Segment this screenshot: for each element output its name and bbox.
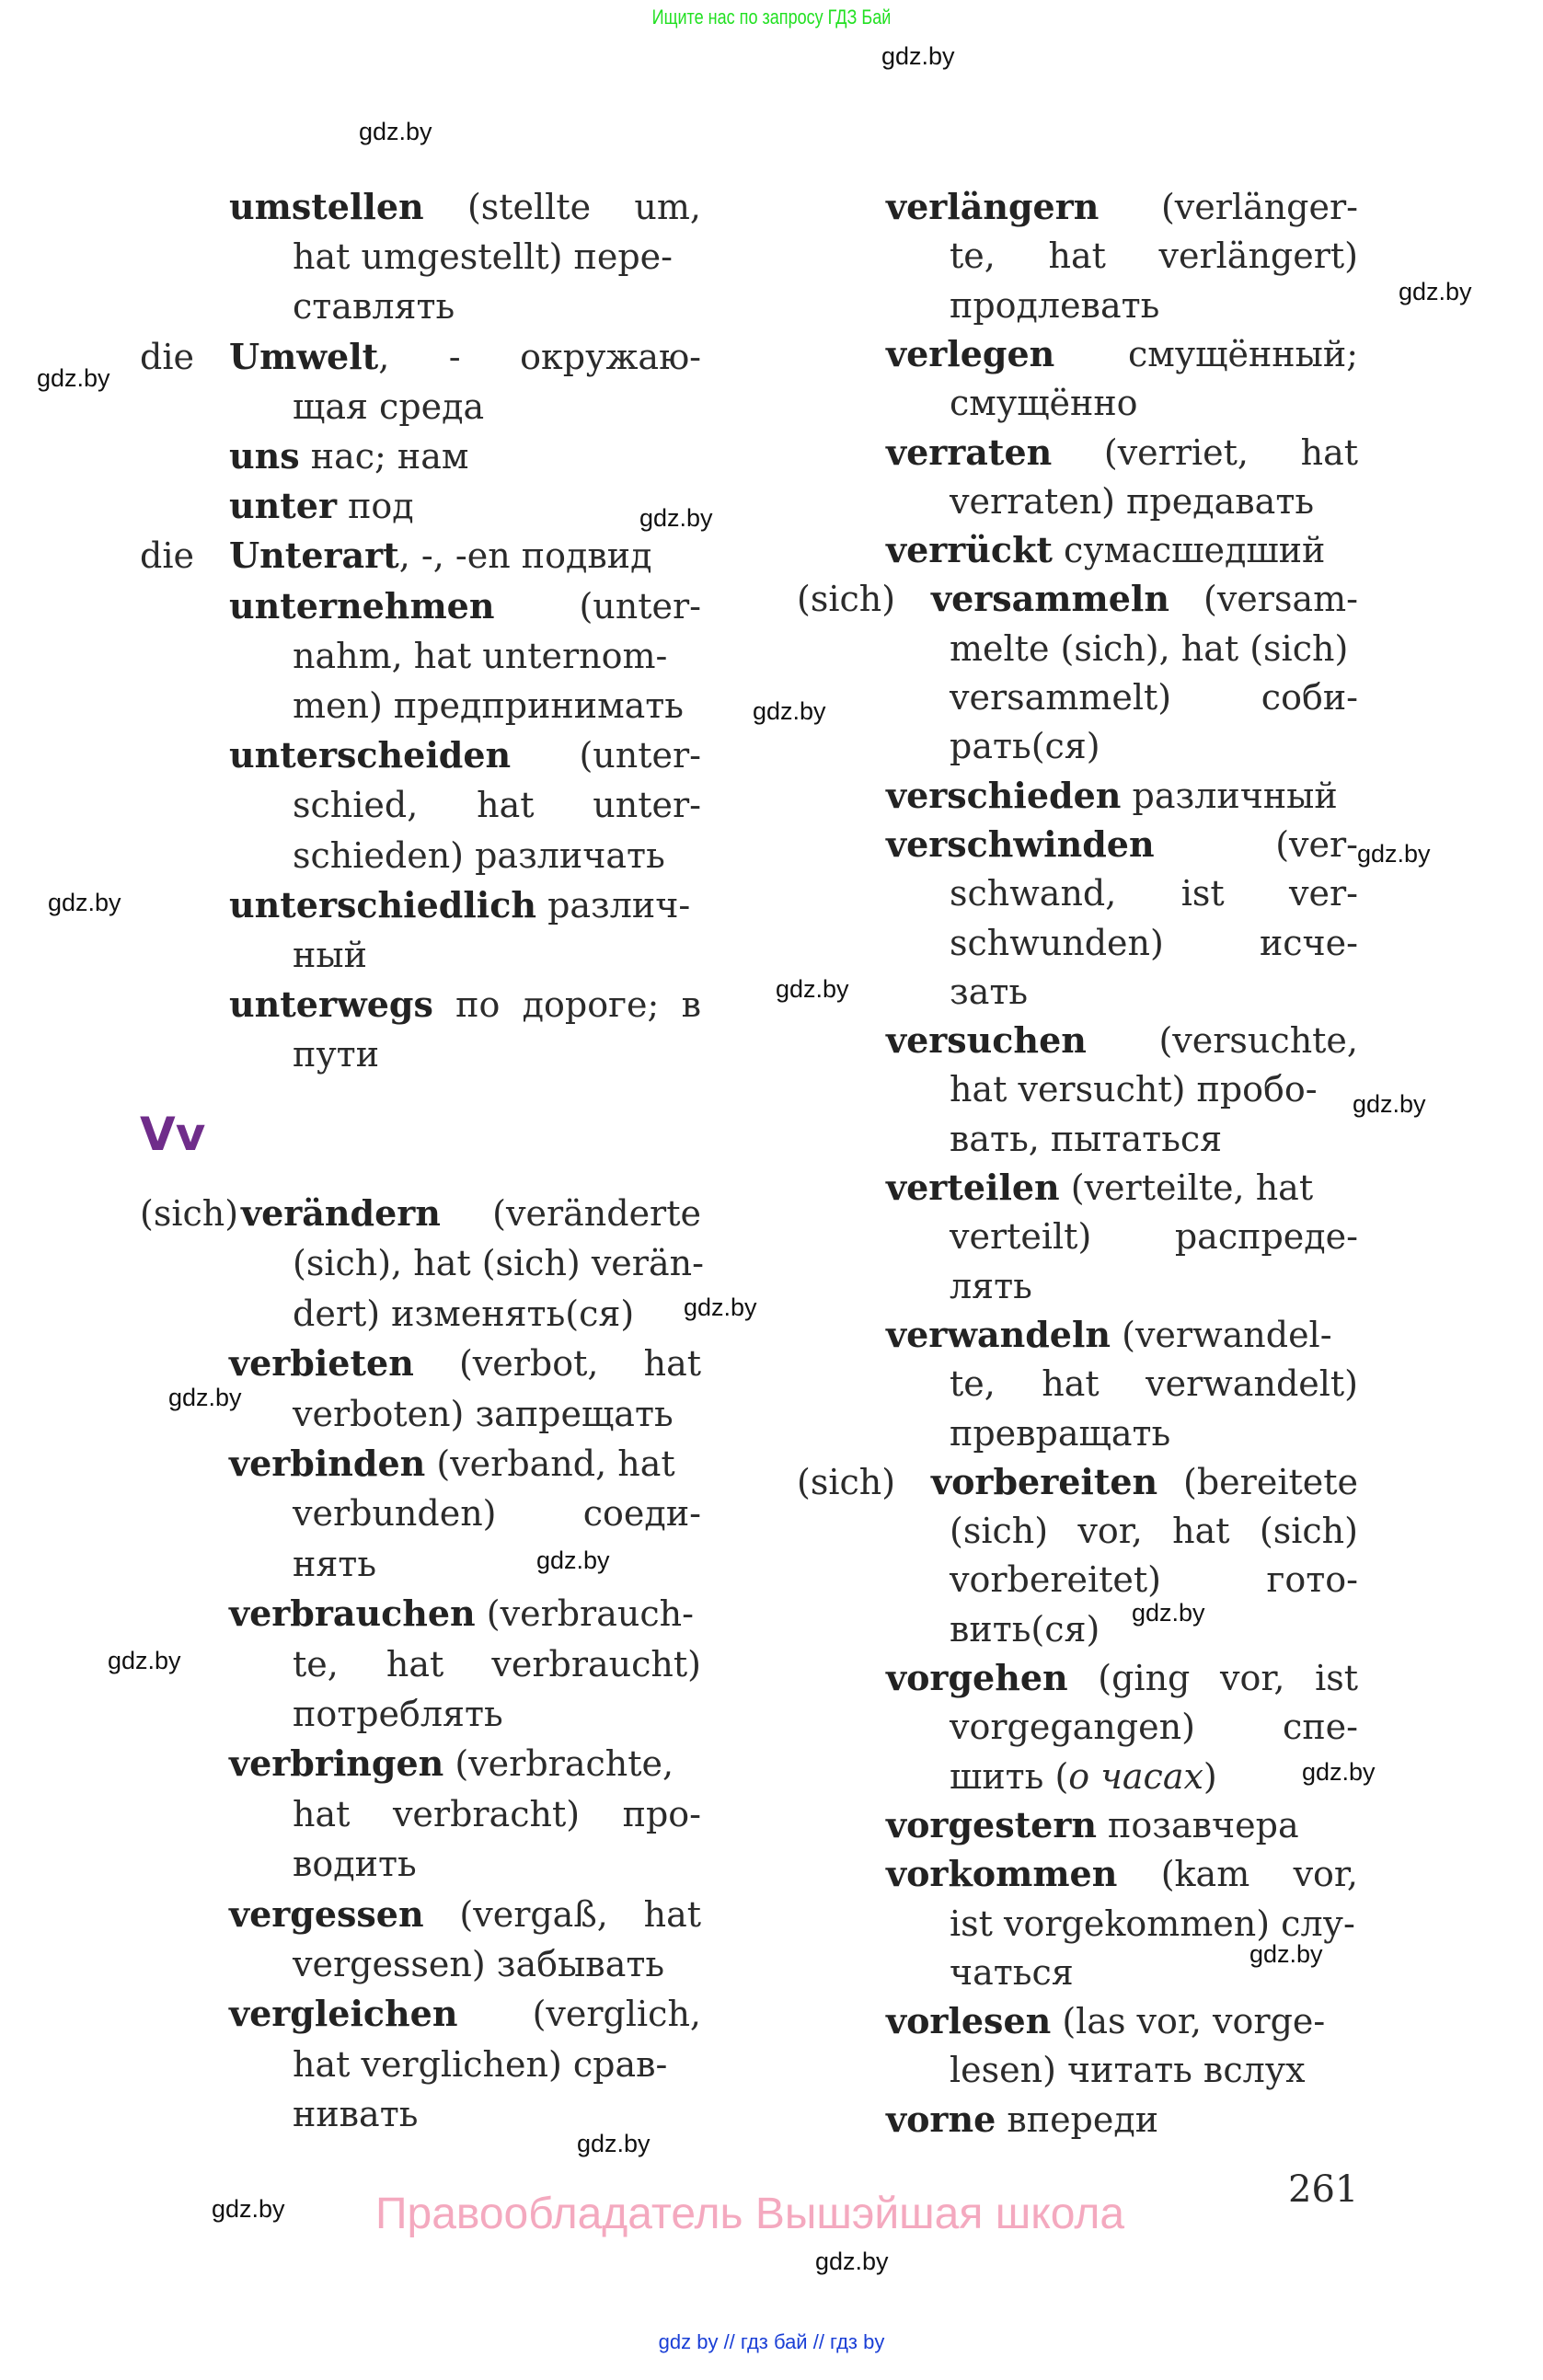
definition-text: (ging vor, ist <box>1067 1658 1358 1698</box>
headword: versammeln <box>931 578 1169 620</box>
definition-text: (stellte um, <box>423 187 701 227</box>
dictionary-entry-continuation <box>950 1412 1171 1454</box>
headword: verschwinden <box>886 822 1155 865</box>
definition-text: различ- <box>535 884 691 926</box>
definition-text: (veränderte <box>440 1193 701 1234</box>
definition-text: melte (sich), hat (sich) <box>950 627 1349 669</box>
dictionary-entry-headline <box>886 529 1326 571</box>
definition-text: (verwandel- <box>1111 1314 1332 1355</box>
definition-text: (sich), hat (sich) verän- <box>293 1243 704 1284</box>
definition-text: смущённо <box>950 383 1138 424</box>
watermark-text: gdz.by <box>1132 1599 1205 1627</box>
definition-text: впереди <box>996 2098 1159 2140</box>
definition-text: (unter- <box>494 585 701 627</box>
watermark-text: gdz.by <box>359 118 432 145</box>
headword: verraten <box>886 431 1053 473</box>
headword: vorlesen <box>886 2000 1052 2042</box>
definition-text: te, hat verbraucht) <box>293 1643 701 1684</box>
definition-text: вать, пытаться <box>950 1118 1223 1159</box>
definition-text: (verband, hat <box>425 1443 675 1484</box>
definition-text: (bereitete <box>1157 1461 1358 1502</box>
dictionary-entry-headline <box>886 1803 1299 1845</box>
dictionary-entry-headline <box>886 1657 1358 1698</box>
dictionary-entry-continuation <box>293 2094 419 2135</box>
definition-text: (versam- <box>1169 579 1358 620</box>
definition-text: ) <box>1203 1755 1217 1797</box>
definition-text: шить ( <box>950 1755 1069 1797</box>
watermark-text: gdz.by <box>108 1647 181 1674</box>
dictionary-entry-continuation <box>293 1793 701 1834</box>
definition-text: nahm, hat unternom- <box>293 635 668 676</box>
usage-note: о часах <box>1068 1755 1203 1797</box>
definition-text: продлевать <box>950 284 1160 326</box>
headword: vorgestern <box>886 1803 1097 1845</box>
definition-text: , - окружаю- <box>378 336 701 377</box>
dictionary-entry-continuation <box>293 1293 635 1334</box>
watermark-text: gdz.by <box>815 2248 889 2275</box>
dictionary-entry-headline <box>229 435 469 477</box>
headword: unternehmen <box>229 584 495 627</box>
footer-links[interactable]: gdz by // гдз бай // гдз by <box>658 2330 885 2353</box>
dictionary-entry-headline <box>886 186 1358 227</box>
watermark-text: gdz.by <box>1399 278 1472 305</box>
dictionary-entry-headline <box>886 431 1358 473</box>
headword: vergessen <box>229 1892 424 1935</box>
headword: versuchen <box>886 1019 1087 1062</box>
headword: verwandeln <box>886 1313 1111 1355</box>
dictionary-entry-continuation <box>293 685 684 726</box>
headword: verbrauchen <box>229 1592 476 1635</box>
dictionary-entry-continuation <box>950 1363 1358 1405</box>
definition-text: lesen) читать вслух <box>950 2050 1306 2091</box>
dictionary-entry-continuation <box>950 726 1100 767</box>
article-prefix: (sich) <box>797 1461 896 1502</box>
dictionary-entry-continuation <box>293 1844 417 1885</box>
headword: vergleichen <box>229 1993 458 2035</box>
dictionary-entry-headline <box>229 1742 674 1785</box>
definition-text: нас; нам <box>299 436 469 477</box>
dictionary-entry-headline <box>886 1313 1332 1355</box>
watermark-text: gdz.by <box>168 1384 242 1411</box>
watermark-text: gdz.by <box>1357 840 1431 868</box>
headword: unterwegs <box>229 983 433 1026</box>
dictionary-entry-continuation <box>950 677 1358 718</box>
dictionary-entry-continuation <box>293 1543 377 1584</box>
definition-text: vorbereitet) гото- <box>950 1559 1358 1601</box>
definition-text: (verriet, hat <box>1052 431 1358 473</box>
definition-text: под <box>337 486 414 527</box>
definition-text: verbunden) соеди- <box>293 1493 701 1535</box>
dictionary-entry-continuation <box>293 2043 668 2085</box>
definition-text: смущённый; <box>1054 333 1358 374</box>
dictionary-entry-headline <box>886 1853 1358 1895</box>
headword: Umwelt <box>229 335 379 377</box>
definition-text: schwand, ist ver- <box>950 873 1358 914</box>
dictionary-entry-continuation <box>950 1069 1318 1110</box>
dictionary-entry-continuation <box>950 236 1358 277</box>
section-letter-v: Vv <box>140 1108 206 1161</box>
definition-text: verteilt) распреде- <box>950 1216 1358 1258</box>
search-banner: Ищите нас по запросу ГДЗ Бай <box>651 6 892 29</box>
dictionary-entry-continuation <box>950 383 1138 424</box>
definition-text: превращать <box>950 1412 1171 1454</box>
dictionary-entry-continuation <box>950 1608 1100 1650</box>
definition-text: hat verbracht) про- <box>293 1793 701 1834</box>
definition-text: (verteilte, hat <box>1059 1167 1314 1208</box>
headword: vorgehen <box>886 1657 1068 1698</box>
definition-text: (verglich, <box>457 1994 701 2035</box>
dictionary-entry-headline <box>229 186 701 227</box>
dictionary-entry-headline <box>229 1993 701 2035</box>
definition-text: verraten) предавать <box>950 480 1315 522</box>
dictionary-entry-continuation <box>950 1511 1358 1552</box>
definition-text: водить <box>293 1844 417 1885</box>
dictionary-entry-continuation <box>950 1903 1355 1944</box>
headword: umstellen <box>229 186 424 227</box>
headword: unter <box>229 485 338 527</box>
dictionary-entry-continuation <box>293 1243 704 1284</box>
dictionary-entry-continuation <box>950 1118 1223 1159</box>
definition-text: (verbrauch- <box>475 1593 694 1635</box>
watermark-text: gdz.by <box>1302 1758 1376 1786</box>
headword: verändern <box>241 1192 441 1234</box>
headword: verlängern <box>886 186 1100 227</box>
watermark-text: gdz.by <box>577 2130 651 2157</box>
dictionary-entry-headline <box>931 1460 1358 1502</box>
dictionary-entry-headline <box>229 1892 701 1935</box>
watermark-text: gdz.by <box>753 697 826 725</box>
headword: vorbereiten <box>931 1460 1158 1502</box>
definition-text: вить(ся) <box>950 1608 1100 1650</box>
headword: verbieten <box>229 1342 414 1385</box>
watermark-text: gdz.by <box>639 504 713 532</box>
definition-text: различный <box>1121 775 1338 816</box>
definition-text: men) предпринимать <box>293 685 684 726</box>
definition-text: ist vorgekommen) слу- <box>950 1903 1355 1944</box>
watermark-text: gdz.by <box>37 364 110 392</box>
dictionary-entry-headline <box>241 1192 701 1234</box>
watermark-text: gdz.by <box>48 889 121 916</box>
definition-text: (ver- <box>1154 823 1358 865</box>
dictionary-entry-headline <box>886 1019 1358 1062</box>
dictionary-entry-headline <box>886 774 1338 816</box>
definition-text: dert) изменять(ся) <box>293 1293 635 1334</box>
definition-text: schied, hat unter- <box>293 785 701 826</box>
headword: uns <box>229 435 300 477</box>
watermark-text: gdz.by <box>1249 1940 1323 1968</box>
definition-text: рать(ся) <box>950 726 1100 767</box>
definition-text: щая среда <box>293 385 485 427</box>
dictionary-entry-continuation <box>293 385 485 427</box>
definition-text: (verlänger- <box>1099 187 1358 227</box>
definition-text: schwunden) исче- <box>950 922 1358 963</box>
dictionary-entry-continuation <box>293 1493 701 1535</box>
dictionary-entry-continuation <box>293 1694 503 1734</box>
dictionary-entry-continuation <box>293 935 367 975</box>
definition-text: (sich) vor, hat (sich) <box>950 1511 1358 1552</box>
definition-text: сумасшедший <box>1052 530 1326 571</box>
definition-text: vorgegangen) спе- <box>950 1707 1358 1748</box>
dictionary-entry-continuation <box>950 480 1315 522</box>
definition-text: , -, -en подвид <box>398 535 652 577</box>
headword: unterscheiden <box>229 734 512 776</box>
dictionary-entry-continuation <box>950 627 1349 669</box>
headword: verlegen <box>886 332 1055 374</box>
dictionary-entry-continuation <box>950 1951 1074 1993</box>
dictionary-entry-continuation <box>950 1216 1358 1258</box>
watermark-text: gdz.by <box>536 1546 610 1574</box>
headword: unterschiedlich <box>229 883 536 926</box>
dictionary-entry-continuation <box>293 635 668 676</box>
definition-text: hat versucht) пробо- <box>950 1069 1318 1110</box>
watermark-text: gdz.by <box>1353 1090 1426 1118</box>
dictionary-entry-headline <box>229 883 691 926</box>
dictionary-entry-continuation <box>293 785 701 826</box>
watermark-text: gdz.by <box>881 42 955 70</box>
dictionary-entry-headline <box>229 335 701 377</box>
headword: vorne <box>886 2098 996 2140</box>
headword: verbringen <box>229 1742 444 1785</box>
headword: verschieden <box>886 774 1122 816</box>
definition-text: te, hat verwandelt) <box>950 1363 1358 1405</box>
dictionary-entry-headline <box>229 485 414 527</box>
definition-text: (unter- <box>511 735 701 776</box>
dictionary-entry-continuation <box>950 284 1160 326</box>
dictionary-entry-headline <box>229 1592 694 1635</box>
headword: vorkommen <box>886 1853 1118 1895</box>
article-prefix: die <box>140 336 194 377</box>
definition-text: versammelt) соби- <box>950 677 1358 718</box>
dictionary-entry-continuation <box>293 286 455 328</box>
definition-text: schieden) различать <box>293 834 665 876</box>
definition-text: нять <box>293 1543 377 1584</box>
article-prefix: (sich) <box>797 579 896 620</box>
definition-text: (verbot, hat <box>413 1343 701 1385</box>
dictionary-entry-continuation <box>950 873 1358 914</box>
dictionary-entry-continuation <box>293 1643 701 1684</box>
dictionary-entry-continuation <box>950 1265 1032 1306</box>
page-number: 261 <box>1288 2168 1359 2211</box>
article-prefix: (sich) <box>140 1193 239 1234</box>
definition-text: vergessen) забывать <box>293 1944 665 1984</box>
dictionary-entry-headline <box>886 2098 1159 2140</box>
dictionary-entry-continuation <box>293 834 665 876</box>
dictionary-entry-continuation <box>950 1559 1358 1601</box>
dictionary-entry-headline <box>229 734 701 776</box>
watermark-text: gdz.by <box>684 1293 757 1321</box>
headword: Unterart <box>229 535 399 577</box>
dictionary-entry-headline <box>229 1443 675 1484</box>
definition-text: (verbrachte, <box>443 1743 674 1785</box>
dictionary-entry-continuation <box>950 2050 1306 2091</box>
dictionary-entry-headline <box>229 1342 701 1385</box>
definition-text: verboten) запрещать <box>293 1393 674 1434</box>
definition-text: нивать <box>293 2094 419 2135</box>
definition-text: (vergaß, hat <box>423 1893 701 1935</box>
definition-text: лять <box>950 1265 1032 1306</box>
dictionary-entry-headline <box>229 983 701 1026</box>
definition-text: (versuchte, <box>1086 1020 1358 1062</box>
dictionary-entry-continuation <box>950 971 1029 1012</box>
dictionary-entry-continuation <box>950 922 1358 963</box>
dictionary-entry-headline <box>886 1167 1314 1208</box>
dictionary-entry-continuation <box>293 1034 380 1075</box>
definition-text: (las vor, vorge- <box>1051 2001 1326 2042</box>
definition-text: te, hat verlängert) <box>950 236 1358 277</box>
dictionary-entry-continuation <box>950 1707 1358 1748</box>
dictionary-entry-continuation <box>293 1944 665 1984</box>
headword: verrückt <box>886 529 1053 571</box>
definition-text: пути <box>293 1034 380 1075</box>
dictionary-entry-headline <box>886 2000 1326 2042</box>
dictionary-entry-headline <box>886 332 1358 374</box>
copyright-notice: Правообладатель Вышэйшая школа <box>375 2190 1125 2238</box>
definition-text: hat umgestellt) пере- <box>293 236 674 278</box>
dictionary-entry-continuation <box>950 1755 1217 1797</box>
article-prefix: die <box>140 535 194 577</box>
definition-text: зать <box>950 971 1029 1012</box>
definition-text: потреблять <box>293 1694 503 1734</box>
headword: verteilen <box>886 1167 1060 1208</box>
definition-text: чаться <box>950 1951 1074 1993</box>
headword: verbinden <box>229 1443 426 1484</box>
dictionary-entry-headline <box>931 578 1358 620</box>
dictionary-entry-headline <box>229 535 652 577</box>
dictionary-entry-continuation <box>293 1393 674 1434</box>
dictionary-entry-headline <box>886 822 1358 865</box>
dictionary-entry-headline <box>229 584 701 627</box>
definition-text: ный <box>293 935 367 975</box>
definition-text: hat verglichen) срав- <box>293 2043 668 2085</box>
definition-text: (kam vor, <box>1117 1854 1358 1895</box>
definition-text: позавчера <box>1096 1804 1299 1845</box>
dictionary-entry-continuation <box>293 236 674 278</box>
watermark-text: gdz.by <box>212 2195 285 2223</box>
definition-text: ставлять <box>293 286 455 328</box>
definition-text: по дороге; в <box>432 984 701 1026</box>
watermark-text: gdz.by <box>776 975 849 1003</box>
